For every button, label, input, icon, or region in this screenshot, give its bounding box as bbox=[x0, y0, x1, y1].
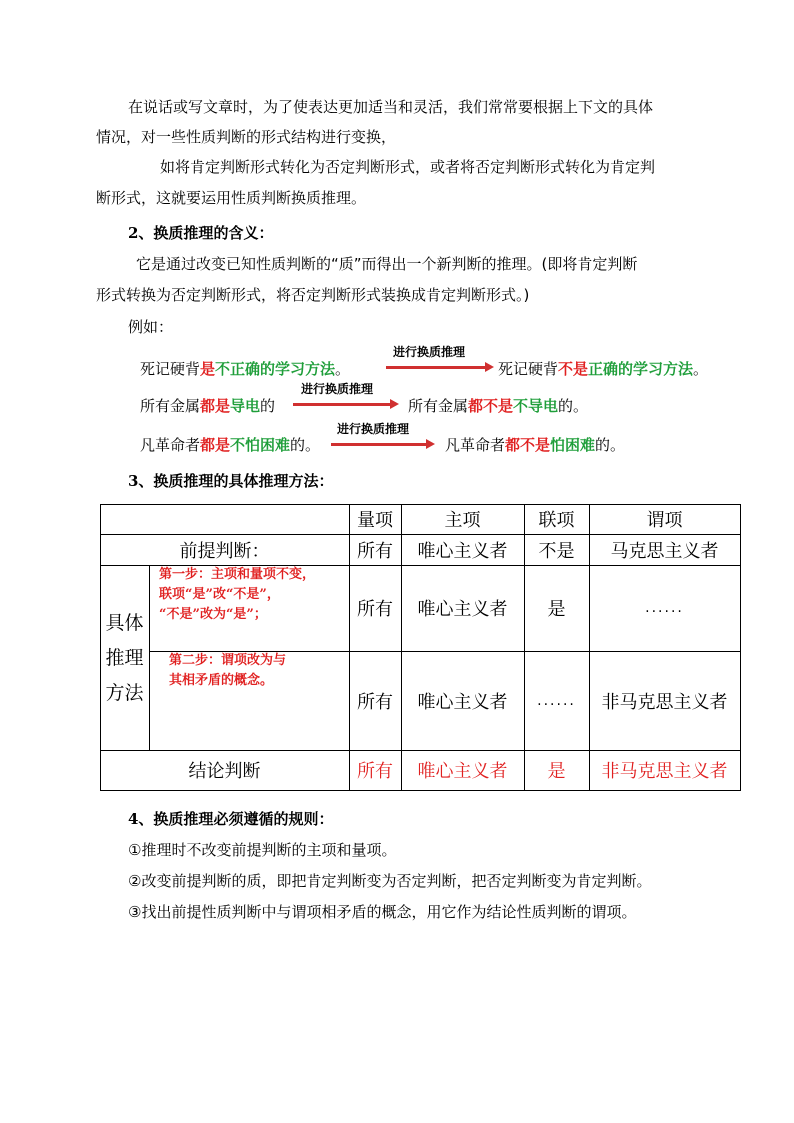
example-label: 例如： bbox=[128, 318, 174, 336]
example-segment: 的。 bbox=[290, 436, 321, 454]
conclusion-copula: 是 bbox=[547, 761, 566, 782]
definition-line-1: 它是通过改变已知性质判断的“质”而得出一个新判断的推理。(即将肯定判断 bbox=[136, 255, 638, 273]
example-1-arrow-icon bbox=[386, 366, 486, 369]
example-1-premise bbox=[140, 358, 350, 379]
rule-3: ③找出前提性质判断中与谓项相矛盾的概念，用它作为结论性质判断的谓项。 bbox=[128, 903, 637, 921]
example-2-arrow-icon bbox=[293, 403, 391, 406]
example-segment: 凡革命者 bbox=[140, 436, 201, 454]
example-segment: 死记硬背 bbox=[140, 360, 201, 378]
example-3-arrow-icon bbox=[331, 443, 427, 446]
step-2-line: 第二步：谓项改为与 bbox=[169, 653, 287, 668]
example-3-conclusion bbox=[445, 434, 625, 455]
step-2-predicate: 非马克思主义者 bbox=[601, 691, 728, 713]
rule-1: ①推理时不改变前提判断的主项和量项。 bbox=[128, 841, 397, 859]
example-segment: 不怕困难 bbox=[230, 436, 291, 454]
section-4-heading: 4、换质推理必须遵循的规则： bbox=[128, 810, 334, 828]
step-1-line: 第一步：主项和量项不变， bbox=[159, 567, 316, 582]
header-subject: 主项 bbox=[444, 510, 481, 531]
example-segment: 都不是 bbox=[468, 397, 514, 415]
example-segment: 导电 bbox=[230, 397, 261, 415]
premise-predicate: 马克思主义者 bbox=[610, 540, 719, 562]
example-segment: 。 bbox=[335, 360, 351, 378]
header-quantifier: 量项 bbox=[357, 510, 393, 531]
example-segment: 是 bbox=[200, 360, 216, 378]
example-1-conclusion bbox=[498, 358, 708, 379]
rule-2: ②改变前提判断的质，即把肯定判断变为否定判断，把否定判断变为肯定判断。 bbox=[128, 872, 652, 890]
step-2-description bbox=[149, 651, 349, 750]
example-segment: 的。 bbox=[595, 436, 626, 454]
step-1-line: “不是”改为“是”； bbox=[159, 607, 267, 622]
header-predicate: 谓项 bbox=[646, 510, 683, 531]
example-segment: 正确的学习方法 bbox=[588, 360, 694, 378]
premise-copula: 不是 bbox=[538, 540, 575, 562]
method-label-line: 方法 bbox=[105, 681, 144, 704]
premise-subject: 唯心主义者 bbox=[417, 540, 508, 562]
step-1-copula: 是 bbox=[547, 599, 566, 620]
section-2-heading: 2、换质推理的含义： bbox=[128, 224, 274, 242]
example-segment: 都是 bbox=[200, 397, 231, 415]
conclusion-quantifier: 所有 bbox=[357, 761, 393, 782]
step-1-description bbox=[149, 565, 349, 651]
premise-label: 前提判断： bbox=[179, 540, 270, 562]
step-2-subject: 唯心主义者 bbox=[417, 691, 508, 713]
step-1-quantifier: 所有 bbox=[357, 599, 393, 620]
example-segment: 的。 bbox=[558, 397, 589, 415]
intro-line-2: 情况，对一些性质判断的形式结构进行变换， bbox=[96, 128, 397, 146]
step-2-line: 其相矛盾的概念。 bbox=[169, 673, 274, 688]
example-segment: 所有金属 bbox=[140, 397, 201, 415]
example-segment: 不正确的学习方法 bbox=[215, 360, 336, 378]
example-segment: 死记硬背 bbox=[498, 360, 559, 378]
example-3-arrow-label: 进行换质推理 bbox=[337, 422, 410, 436]
example-segment: 怕困难 bbox=[550, 436, 596, 454]
example-3-premise bbox=[140, 434, 320, 455]
intro-line-3: 如将肯定判断形式转化为否定判断形式，或者将否定判断形式转化为肯定判 bbox=[160, 158, 656, 176]
example-segment: 所有金属 bbox=[408, 397, 469, 415]
header-copula: 联项 bbox=[538, 510, 575, 531]
example-2-arrow-label: 进行换质推理 bbox=[301, 382, 374, 396]
step-1-predicate: ...... bbox=[645, 600, 684, 616]
method-label-line: 具体 bbox=[105, 611, 144, 634]
intro-line-1: 在说话或写文章时，为了使表达更加适当和灵活，我们常常要根据上下文的具体 bbox=[128, 98, 654, 116]
example-2-conclusion bbox=[408, 395, 588, 416]
example-segment: 都不是 bbox=[505, 436, 551, 454]
example-segment: 凡革命者 bbox=[445, 436, 506, 454]
premise-quantifier: 所有 bbox=[357, 540, 393, 562]
method-label bbox=[100, 565, 149, 751]
method-label-line: 推理 bbox=[105, 646, 144, 669]
example-segment: 不是 bbox=[558, 360, 589, 378]
conclusion-label: 结论判断 bbox=[188, 761, 261, 782]
step-1-line: 联项“是”改“不是”， bbox=[159, 587, 280, 602]
example-segment: 的 bbox=[260, 397, 276, 415]
section-3-heading: 3、换质推理的具体推理方法： bbox=[128, 472, 334, 490]
example-1-arrow-label: 进行换质推理 bbox=[393, 345, 466, 359]
definition-line-2: 形式转换为否定判断形式，将否定判断形式装换成肯定判断形式。) bbox=[96, 286, 530, 304]
conclusion-subject: 唯心主义者 bbox=[417, 761, 508, 782]
example-segment: 不导电 bbox=[513, 397, 559, 415]
conclusion-predicate: 非马克思主义者 bbox=[601, 761, 728, 782]
step-2-copula: ...... bbox=[537, 692, 576, 709]
example-segment: 。 bbox=[693, 360, 709, 378]
example-2-premise bbox=[140, 395, 275, 416]
intro-line-4: 断形式，这就要运用性质判断换质推理。 bbox=[96, 189, 367, 207]
example-segment: 都是 bbox=[200, 436, 231, 454]
step-2-quantifier: 所有 bbox=[357, 691, 393, 713]
inference-method-table bbox=[100, 504, 741, 791]
step-1-subject: 唯心主义者 bbox=[417, 599, 508, 620]
